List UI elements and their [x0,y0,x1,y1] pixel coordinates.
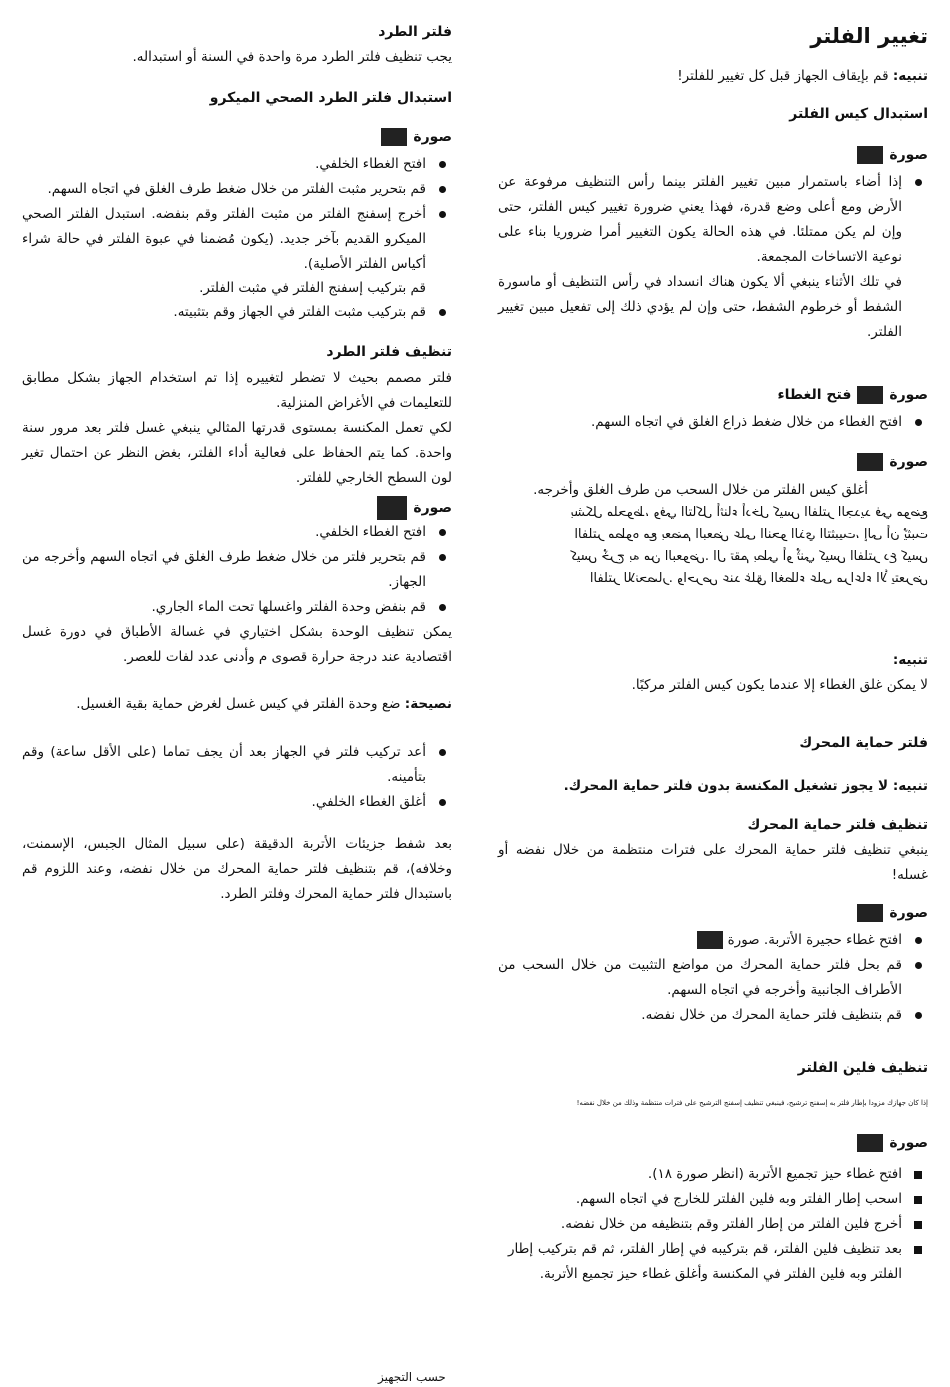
tip-content: ضع وحدة الفلتر في كيس غسل لغرض حماية بقية الغسيل. [76,696,405,712]
notice-text: لا يمكن غلق الغطاء إلا عندما يكون كيس الفلتر مركبًا. [631,677,928,693]
micro-continuation: قم بتركيب إسفنج الفلتر في مثبت الفلتر. [199,280,426,296]
clean-dishwasher-text: يمكن تنظيف الوحدة بشكل اختياري في غسالة الأطباق في دورة غسل اقتصادية عند درجة حرارة قصوى م وأدنى عدد لفات للعصر. [22,624,452,665]
figure-number-box [857,146,883,164]
motor-clean-heading: تنظيف فلتر حماية المحرك [747,817,928,833]
figure-label [498,904,928,922]
figure-label [22,128,452,146]
bullet-icon [915,419,922,426]
list-item [498,1212,928,1237]
clean-paragraph-2: لكي تعمل المكنسة بمستوى قدرتها المثالي ينبغي غسل فلتر بعد مرور سنة واحدة. كما يتم الحفاظ على فعالية أداء الفلتر، بغض النظر عن احتمال تغير لون السطح الخارجي للفلتر. [22,420,452,486]
motor-warning-text: لا يجوز تشغيل المكنسة بدون فلتر حماية المحرك. [563,778,893,794]
mirrored-text: عضوم يف ديدجلا رتلفلا سيك لخدأ ءانثأ لكاتلا يفو ،ظوحلم لكشب تبثيٌ نأ ىلإ ،تيبثتلا يذلا وحنلا ىلع ضعبلا مضعب عم هوطم رتلفلا سيك عد رتلفلا سيك ينثٌ وأ يطب مقت لا .ضوعبلا نم هب جرخٌ سيك ضرعتي ألا ءاعارم ىلع ءاطغلا قلغ دنع صرحاو .راصحنالل رتلفلا [570,505,928,586]
felt-list [498,1162,928,1287]
page-footer: حسب التجهيز [378,1370,446,1384]
bullet-icon [439,211,446,218]
list-item-text: افتح الغطاء من خلال ضغط ذراع الغلق في اتجاه السهم. [591,414,902,430]
list-item [22,177,452,202]
list-item-text: قم بتحرير فلتر من خلال ضغط طرف الغلق في اتجاه السهم وأخرجه من الجهاز. [22,549,426,590]
list-item [498,928,928,953]
open-cover-label [498,386,928,404]
motor-list [498,928,928,1028]
motor-clean-text: ينبغي تنظيف فلتر حماية المحرك على فترات منتظمة من خلال نفضه أو غسله! [498,842,928,883]
list-item [498,1162,928,1187]
list-item-text: قم بتنظيف فلتر حماية المحرك من خلال نفضه. [641,1007,902,1023]
micro-list [22,152,452,277]
bullet-icon [915,962,922,969]
bullet-icon [439,529,446,536]
list-item-text: قم بنفض وحدة الفلتر واغسلها تحت الماء الجاري. [151,599,426,615]
list-item-text: افتح الغطاء الخلفي. [315,156,426,172]
warning-filter-change [498,64,928,89]
square-bullet-icon [914,1246,922,1254]
bag-heading: استبدال كيس الفلتر [789,106,928,122]
felt-note: إذا كان جهازك مزودا بإطار فلتر به إسفنج ترشيح، فينبغي تنظيف إسفنج الترشيح على فترات منتظمة وذلك من خلال نفضه! [576,1099,928,1107]
list-item-text: اسحب إطار الفلتر وبه فلين الفلتر للخارج في اتجاه السهم. [575,1191,902,1207]
figure-label [498,146,928,164]
figure-word: صورة [889,147,928,163]
micro-list-end [22,300,452,325]
tip-label: نصيحة: [404,696,452,712]
list-item-text: قم بتركيب مثبت الفلتر في الجهاز وقم بتثبيته. [173,304,426,320]
figure-number-box [857,453,883,471]
open-cover-title: فتح الغطاء [777,387,852,403]
figure-label [498,1134,928,1152]
list-item [22,740,452,790]
list-item [498,170,928,270]
motor-heading: فلتر حماية المحرك [799,735,928,751]
bullet-icon [439,799,446,806]
figure-number-box [857,386,883,404]
list-item-text: أخرج إسفنج الفلتر من مثبت الفلتر وقم بنفضه. استبدل الفلتر الصحي الميكرو القديم بآخر جديد. (يكون مُضمنا في عبوة الفلتر في حالة شراء أكياس الفلتر الأصلية). [22,206,426,272]
list-item [22,520,452,545]
list-item-text: بعد تنظيف فلين الفلتر، قم بتركيبه في إطار الفلتر، ثم قم بتركيب إطار الفلتر وبه فلين الفلتر في المكنسة وأغلق غطاء حيز تجميع الأتربة. [508,1241,902,1282]
bullet-icon [439,186,446,193]
open-cover-list [498,410,928,435]
motor-warning-label: تنبيه: [892,778,928,794]
clean-paragraph-1: فلتر مصمم بحيث لا تضطر لتغييره إذا تم استخدام الجهاز بشكل مطابق للتعليمات في الأغراض المنزلية. [22,370,452,411]
list-item [22,545,452,595]
page-title: تغيير الفلتر [810,24,928,48]
figure-word: صورة [889,387,928,403]
list-item [22,152,452,177]
list-item-text: أعد تركيب فلتر في الجهاز بعد أن يجف تماما (على الأقل ساعة) وقم بتأمينه. [22,744,426,785]
list-item-text: قم بتحرير مثبت الفلتر من خلال ضغط طرف الغلق في اتجاه السهم. [47,181,426,197]
square-bullet-icon [914,1196,922,1204]
warning-text: قم بإيقاف الجهاز قبل كل تغيير للفلتر! [677,68,893,84]
list-item [498,1187,928,1212]
list-item [22,300,452,325]
bag-list [498,170,928,270]
notice-heading [498,648,928,673]
bullet-icon [439,554,446,561]
clean-list-end [22,740,452,815]
mirrored-text-block [568,502,928,590]
list-item [498,410,928,435]
list-item-text: افتح غطاء حيز تجميع الأتربة (انظر صورة ١٨). [647,1166,902,1182]
list-item-text: افتح الغطاء الخلفي. [315,524,426,540]
list-item-text: أخرج فلين الفلتر من إطار الفلتر وقم بتنظيفه من خلال نفضه. [560,1216,902,1232]
list-item-text: افتح غطاء حجيرة الأتربة. صورة [727,932,902,948]
bullet-icon [915,1012,922,1019]
figure-number-box [697,931,723,949]
figure-number-box [381,128,407,146]
warning-label: تنبيه: [892,68,928,84]
clean-list [22,520,452,620]
bullet-icon [439,161,446,168]
figure-label [498,453,928,471]
figure-label [22,496,452,520]
list-item [22,202,452,277]
figure-number-box [857,1134,883,1152]
list-item [22,790,452,815]
micro-heading: استبدال فلتر الطرد الصحي الميكرو [209,90,452,106]
figure-number-box [377,496,407,520]
list-item-text: أغلق الغطاء الخلفي. [311,794,426,810]
list-item [22,595,452,620]
bullet-icon [439,604,446,611]
felt-heading: تنظيف فلين الفلتر [797,1060,928,1076]
exhaust-heading: فلتر الطرد [378,24,452,40]
bullet-icon [915,937,922,944]
exhaust-text: يجب تنظيف فلتر الطرد مرة واحدة في السنة أو استبداله. [132,49,452,65]
figure-word: صورة [889,1135,928,1151]
list-item-text: قم بحل فلتر حماية المحرك من مواضع التثبيت من خلال السحب من الأطراف الجانبية وأخرجه في اتجاه السهم. [498,957,902,998]
figure-word: صورة [889,454,928,470]
bag-continuation: في تلك الأثناء ينبغي ألا يكون هناك انسداد في رأس التنظيف أو ماسورة الشفط أو خرطوم الشفط، حتى وإن لم يؤدي ذلك إلى تفعيل مبين تغيير الفلتر. [498,274,902,340]
figure-word: صورة [889,905,928,921]
figure-word: صورة [413,129,452,145]
bullet-icon [439,309,446,316]
square-bullet-icon [914,1171,922,1179]
figure-word: صورة [413,500,452,516]
list-item [498,953,928,1003]
final-paragraph: بعد شفط جزيئات الأتربة الدقيقة (على سبيل المثال الجبس، الإسمنت، وخلافه)، قم بتنظيف فلتر حماية المحرك من خلال نفضه، وعند اللزوم قم باستبدال فلتر حماية المحرك وفلتر الطرد. [22,836,452,902]
close-bag-text: أغلق كيس الفلتر من خلال السحب من طرف الغلق وأخرجه. [533,482,868,498]
list-item-text: إذا أضاء باستمرار مبين تغيير الفلتر بينما رأس التنظيف مرفوعة عن الأرض ومع أعلى وضع قدرة، فهذا يعني ضرورة تغيير كيس الفلتر، حتى وإن لم يكن ممتلئا. في هذه الحالة يكون التغيير أمرا ضروريا بناء على نوعية الاتساخات المجمعة. [498,174,902,265]
clean-heading: تنظيف فلتر الطرد [326,344,452,360]
bullet-icon [439,749,446,756]
list-item [498,1003,928,1028]
figure-number-box [857,904,883,922]
square-bullet-icon [914,1221,922,1229]
list-item [498,1237,928,1287]
notice-label: تنبيه: [892,652,928,668]
tip-text [22,692,452,717]
bullet-icon [915,179,922,186]
motor-warning [508,774,928,799]
